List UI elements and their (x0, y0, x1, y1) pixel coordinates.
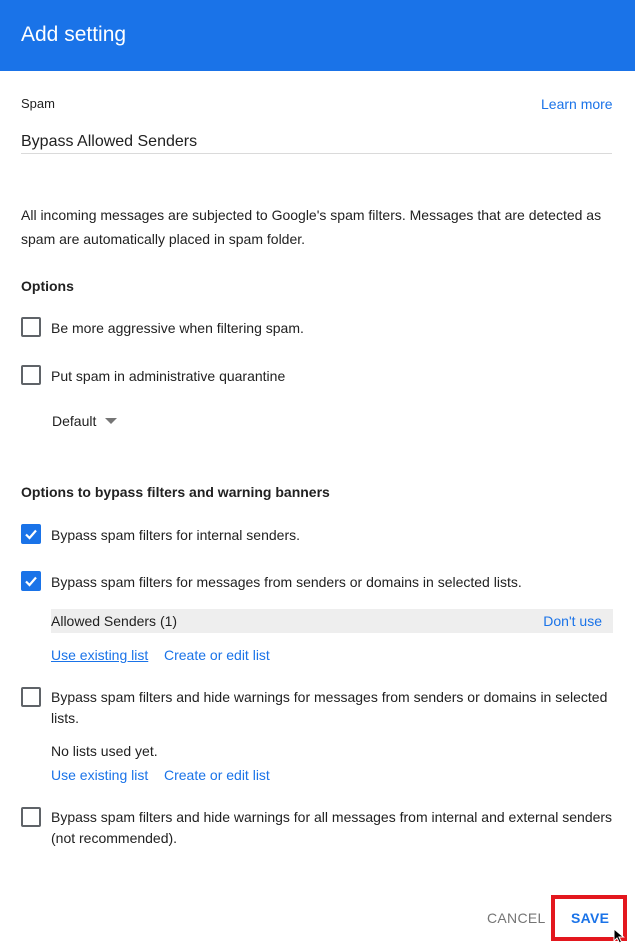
bypass-heading: Options to bypass filters and warning banners (21, 484, 330, 500)
create-edit-list-link[interactable]: Create or edit list (164, 647, 270, 663)
aggressive-label: Be more aggressive when filtering spam. (51, 320, 304, 336)
learn-more-link[interactable]: Learn more (541, 96, 613, 112)
checkmark-icon (24, 574, 38, 588)
quarantine-select-value: Default (52, 413, 97, 429)
save-button[interactable]: SAVE (571, 910, 610, 926)
hide-warnings-lists-label: Bypass spam filters and hide warnings for messages from senders or domains in selected lists. (51, 689, 608, 726)
quarantine-select[interactable] (52, 413, 96, 433)
dialog-header (0, 0, 635, 71)
category-label: Spam (21, 96, 55, 111)
no-lists-text: No lists used yet. (51, 743, 158, 759)
quarantine-checkbox[interactable] (21, 365, 41, 385)
checkmark-icon (24, 527, 38, 541)
setting-name-value: Bypass Allowed Senders (21, 133, 198, 150)
internal-senders-label: Bypass spam filters for internal senders. (51, 527, 300, 543)
aggressive-checkbox[interactable] (21, 317, 41, 337)
use-existing-list-link[interactable]: Use existing list (51, 647, 149, 663)
selected-lists-checkbox[interactable] (21, 571, 41, 591)
list-name: Allowed Senders (1) (51, 613, 178, 629)
mouse-cursor-icon (613, 928, 625, 944)
allowed-senders-list-row (51, 609, 613, 633)
quarantine-label: Put spam in administrative quarantine (51, 368, 286, 384)
use-existing-list-link-2[interactable]: Use existing list (51, 767, 149, 783)
options-heading: Options (21, 278, 74, 294)
setting-description: All incoming messages are subjected to Google's spam filters. Messages that are detected as spam are automatically placed in spam folder. (21, 207, 602, 247)
create-edit-list-link-2[interactable]: Create or edit list (164, 767, 270, 783)
selected-lists-label: Bypass spam filters for messages from senders or domains in selected lists. (51, 574, 522, 590)
hide-warnings-all-checkbox[interactable] (21, 807, 41, 827)
chevron-down-icon (105, 418, 117, 424)
cancel-button[interactable]: CANCEL (487, 910, 546, 926)
setting-name-field[interactable] (21, 131, 612, 154)
hide-warnings-lists-checkbox[interactable] (21, 687, 41, 707)
dont-use-link[interactable]: Don't use (543, 613, 602, 629)
internal-senders-checkbox[interactable] (21, 524, 41, 544)
hide-warnings-all-label: Bypass spam filters and hide warnings for all messages from internal and external senders (not recommended). (51, 809, 613, 846)
dialog-title: Add setting (21, 23, 127, 46)
